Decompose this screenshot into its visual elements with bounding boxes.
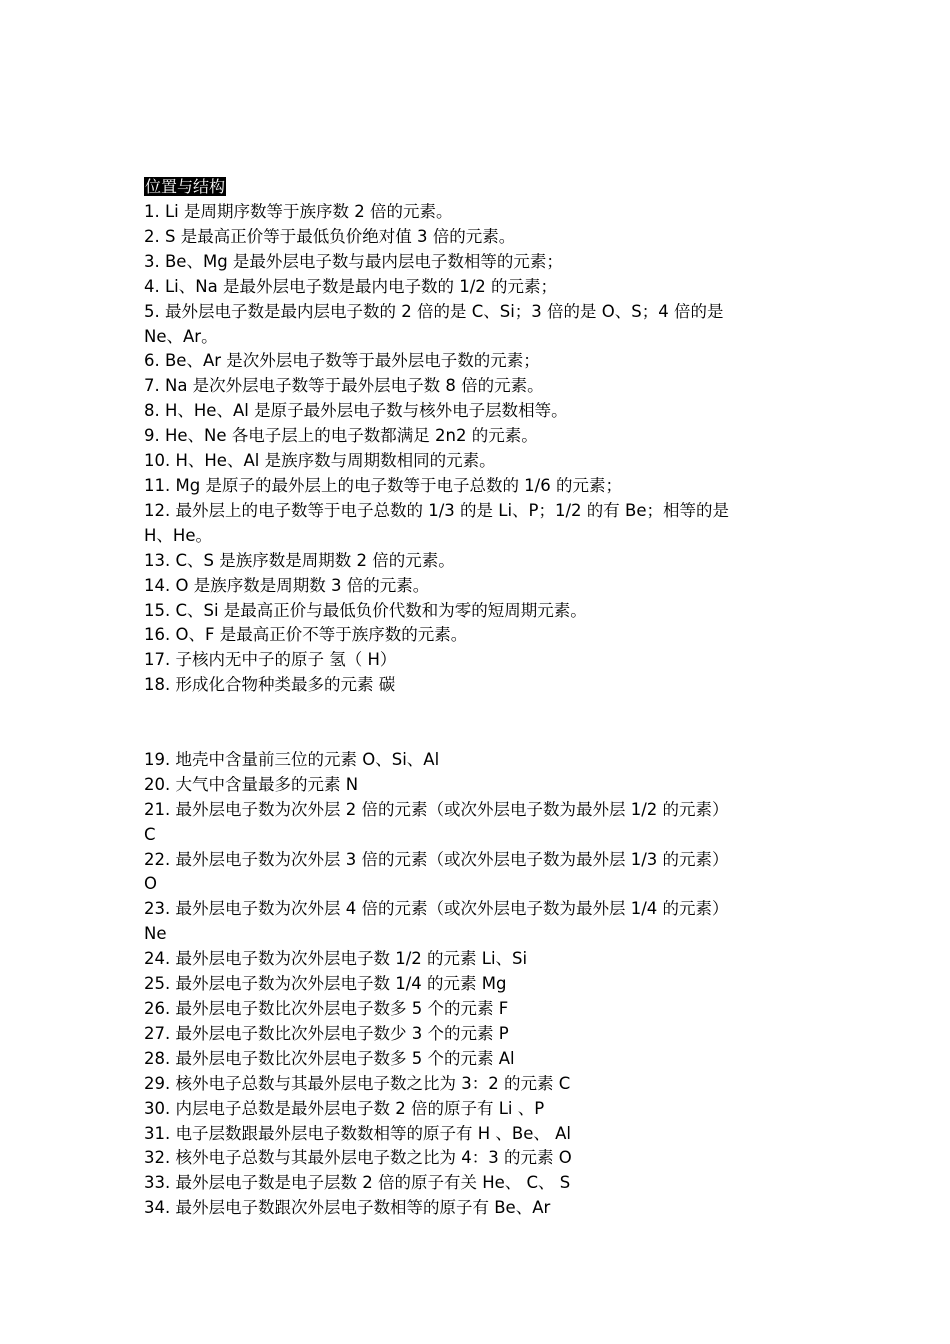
fact-line: 11. Mg 是原子的最外层上的电子数等于电子总数的 1/6 的元素； [144, 475, 622, 495]
section-heading: 位置与结构 [145, 177, 226, 196]
fact-line: 32. 核外电子总数与其最外层电子数之比为 4：3 的元素 O [144, 1148, 572, 1168]
fact-line: 26. 最外层电子数比次外层电子数多 5 个的元素 F [144, 998, 509, 1018]
fact-line: 16. O、F 是最高正价不等于族序数的元素。 [144, 625, 468, 645]
fact-line: 2. S 是最高正价等于最低负价绝对值 3 倍的元素。 [144, 226, 516, 246]
blank-gap [144, 698, 814, 748]
fact-line: 29. 核外电子总数与其最外层电子数之比为 3：2 的元素 C [144, 1073, 571, 1093]
fact-line: 21. 最外层电子数为次外层 2 倍的元素（或次外层电子数为最外层 1/2 的元素） [144, 799, 729, 819]
fact-line: 25. 最外层电子数为次外层电子数 1/4 的元素 Mg [144, 974, 507, 994]
fact-line: 12. 最外层上的电子数等于电子总数的 1/3 的是 Li、P；1/2 的有 Be；相等的是 [144, 500, 730, 520]
fact-line: 33. 最外层电子数是电子层数 2 倍的原子有关 He、 C、 S [144, 1173, 571, 1193]
fact-line: H、He。 [144, 525, 212, 545]
fact-line: 23. 最外层电子数为次外层 4 倍的元素（或次外层电子数为最外层 1/4 的元素） [144, 899, 729, 919]
fact-line: 7. Na 是次外层电子数等于最外层电子数 8 倍的元素。 [144, 376, 544, 396]
fact-line: 30. 内层电子总数是最外层电子数 2 倍的原子有 Li 、P [144, 1098, 545, 1118]
fact-line: Ne、Ar。 [144, 326, 218, 346]
fact-line: 10. H、He、Al 是族序数与周期数相同的元素。 [144, 451, 496, 471]
fact-line: 34. 最外层电子数跟次外层电子数相等的原子有 Be、Ar [144, 1198, 551, 1218]
fact-line: 4. Li、Na 是最外层电子数是最内电子数的 1/2 的元素； [144, 276, 558, 296]
document-content [144, 177, 814, 1221]
fact-line: 14. O 是族序数是周期数 3 倍的元素。 [144, 575, 430, 595]
fact-line: Ne [144, 924, 167, 944]
fact-line: 17. 子核内无中子的原子 氢（ H） [144, 650, 397, 670]
fact-line: 13. C、S 是族序数是周期数 2 倍的元素。 [144, 550, 455, 570]
fact-list-part-2 [144, 748, 814, 1221]
fact-line: C [144, 824, 156, 844]
fact-line: 20. 大气中含量最多的元素 N [144, 774, 359, 794]
fact-line: 22. 最外层电子数为次外层 3 倍的元素（或次外层电子数为最外层 1/3 的元素） [144, 849, 729, 869]
fact-line: 9. He、Ne 各电子层上的电子数都满足 2n2 的元素。 [144, 426, 538, 446]
fact-line: 18. 形成化合物种类最多的元素 碳 [144, 675, 396, 695]
fact-line: 8. H、He、Al 是原子最外层电子数与核外电子层数相等。 [144, 401, 568, 421]
fact-line: 24. 最外层电子数为次外层电子数 1/2 的元素 Li、Si [144, 949, 528, 969]
fact-line: 28. 最外层电子数比次外层电子数多 5 个的元素 Al [144, 1048, 515, 1068]
fact-line: 5. 最外层电子数是最内层电子数的 2 倍的是 C、Si；3 倍的是 O、S；4 倍的是 [144, 301, 724, 321]
fact-line: 27. 最外层电子数比次外层电子数少 3 个的元素 P [144, 1023, 509, 1043]
fact-line: 31. 电子层数跟最外层电子数数相等的原子有 H 、Be、 Al [144, 1123, 571, 1143]
fact-line: 3. Be、Mg 是最外层电子数与最内层电子数相等的元素； [144, 251, 563, 271]
fact-line: 19. 地壳中含量前三位的元素 O、Si、Al [144, 749, 440, 769]
fact-line: 15. C、Si 是最高正价与最低负价代数和为零的短周期元素。 [144, 600, 587, 620]
fact-line: O [144, 874, 157, 894]
fact-line: 6. Be、Ar 是次外层电子数等于最外层电子数的元素； [144, 351, 540, 371]
fact-list-part-1 [144, 200, 814, 698]
fact-line: 1. Li 是周期序数等于族序数 2 倍的元素。 [144, 202, 453, 221]
